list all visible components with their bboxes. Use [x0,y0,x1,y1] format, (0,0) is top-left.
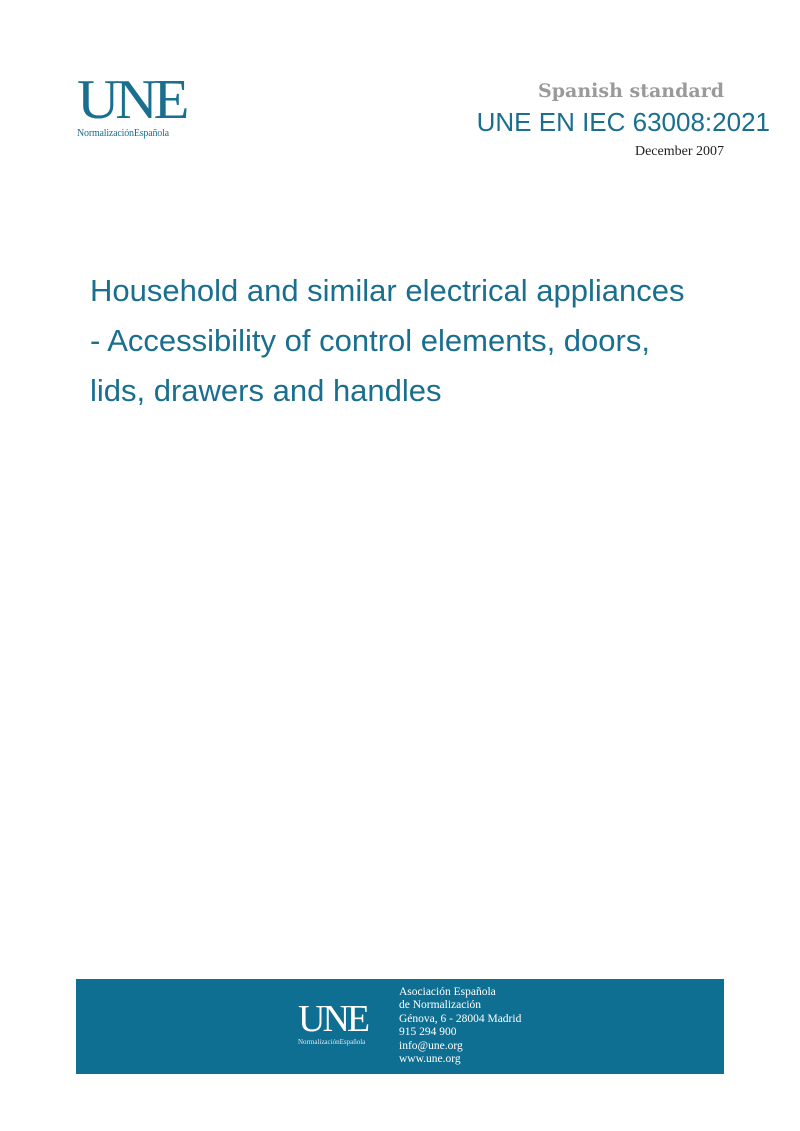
standard-header [410,78,770,162]
footer-logo-tagline-part2: Española [339,1038,366,1046]
standard-kind: Spanish standard [538,80,724,102]
address-email[interactable]: info@une.org [399,1039,463,1052]
address-website[interactable]: www.une.org [399,1053,461,1066]
une-logo-mark: UNE [77,69,186,131]
standard-code: UNE EN IEC 63008:2021 [476,107,770,137]
document-title [90,266,750,416]
footer-logo-tagline-part1: Normalización [298,1038,340,1046]
footer-une-logo-mark: UNE [298,998,368,1040]
document-title-line-1: Household and similar electrical appliances [90,273,685,308]
footer-une-logo-tagline [298,1038,388,1047]
une-logo [77,69,217,140]
footer-address [399,986,521,1066]
address-phone: 915 294 900 [399,1026,457,1039]
footer-une-logo [298,998,388,1047]
address-org-line-2: de Normalización [399,999,482,1012]
document-title-line-2: - Accessibility of control elements, doors, [90,323,650,358]
document-title-line-3: lids, drawers and handles [90,373,442,408]
address-org-line-1: Asociación Española [399,986,496,998]
une-logo-tagline-part1: Normalización [77,128,134,139]
standard-date: December 2007 [634,144,724,159]
une-logo-tagline-part2: Española [133,128,169,139]
footer-band [76,979,724,1074]
address-street: Génova, 6 - 28004 Madrid [399,1012,522,1025]
